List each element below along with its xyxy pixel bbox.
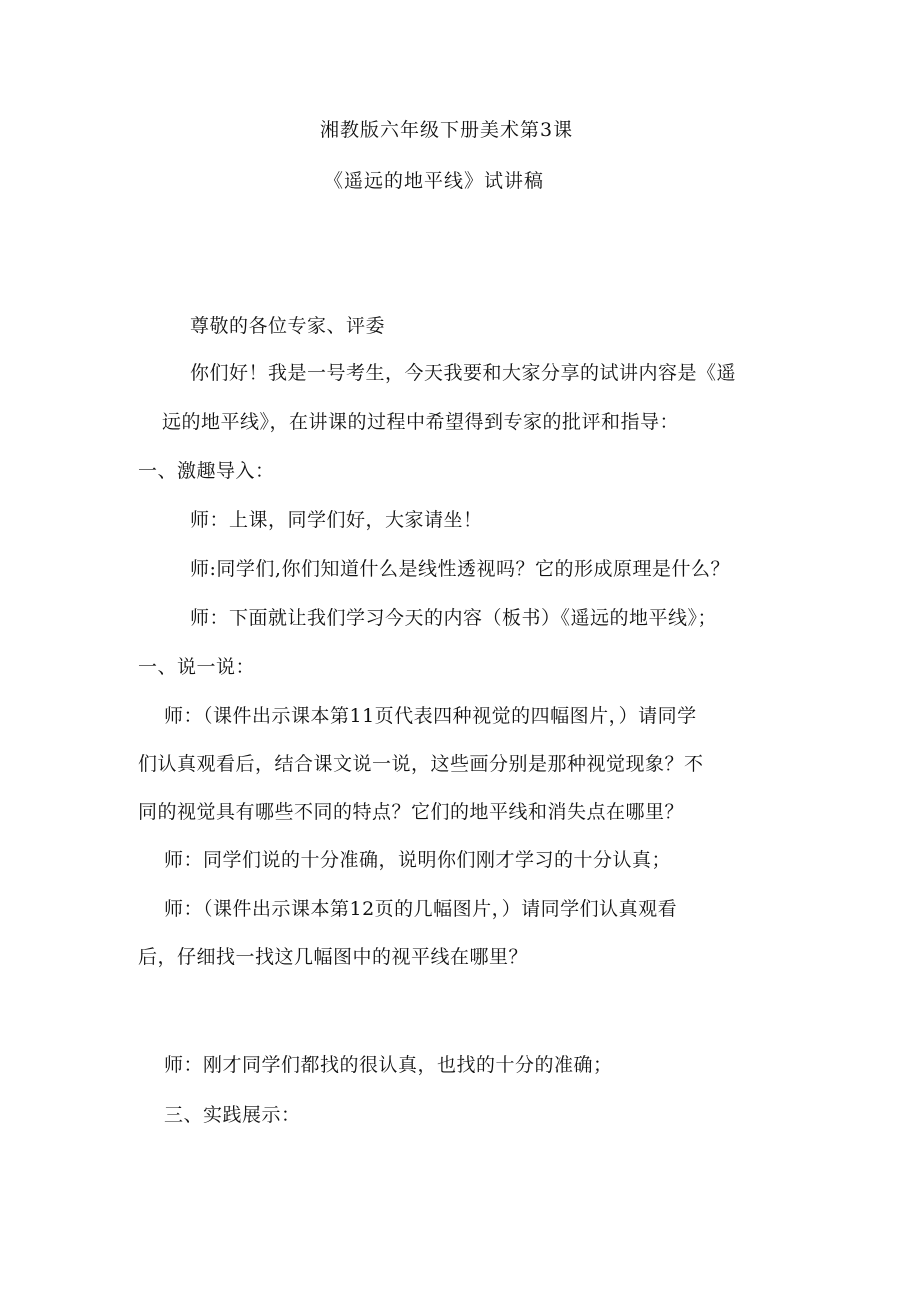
section-1-paragraph-2: 师:同学们,你们知道什么是线性透视吗？它的形成原理是什么？	[190, 558, 730, 580]
title-line-1: 湘教版六年级下册美术第3课	[320, 119, 574, 141]
section-3-heading: 三、实践展示：	[164, 1104, 301, 1126]
section-2-paragraph-1-line-1: 师：（课件出示课本第11页代表四种视觉的四幅图片，）请同学	[164, 705, 697, 727]
section-1-paragraph-3: 师：下面就让我们学习今天的内容（板书）《遥远的地平线》；	[190, 607, 718, 629]
section-2-paragraph-1-line-3: 同的视觉具有哪些不同的特点？它们的地平线和消失点在哪里？	[138, 801, 685, 823]
intro-line-2: 远的地平线》，在讲课的过程中希望得到专家的批评和指导：	[162, 411, 680, 433]
section-1-paragraph-1: 师：上课，同学们好，大家请坐！	[190, 509, 483, 531]
section-2-paragraph-3-line-1: 师：（课件出示课本第12页的几幅图片，）请同学们认真观看	[164, 898, 678, 920]
section-1-heading: 一、激趣导入：	[138, 460, 275, 482]
section-2-heading: 一、说一说：	[138, 656, 256, 678]
greeting: 尊敬的各位专家、评委	[190, 315, 386, 337]
section-2-paragraph-2: 师：同学们说的十分准确，说明你们刚才学习的十分认真；	[164, 849, 672, 871]
section-2-paragraph-4: 师：刚才同学们都找的很认真，也找的十分的准确；	[164, 1054, 613, 1076]
title-line-2: 《遥远的地平线》试讲稿	[324, 170, 545, 192]
intro-line-1: 你们好！我是一号考生，今天我要和大家分享的试讲内容是《遥	[190, 362, 737, 384]
section-2-paragraph-3-line-2: 后，仔细找一找这几幅图中的视平线在哪里？	[138, 946, 529, 968]
section-2-paragraph-1-line-2: 们认真观看后，结合课文说一说，这些画分别是那种视觉现象？不	[138, 753, 704, 775]
